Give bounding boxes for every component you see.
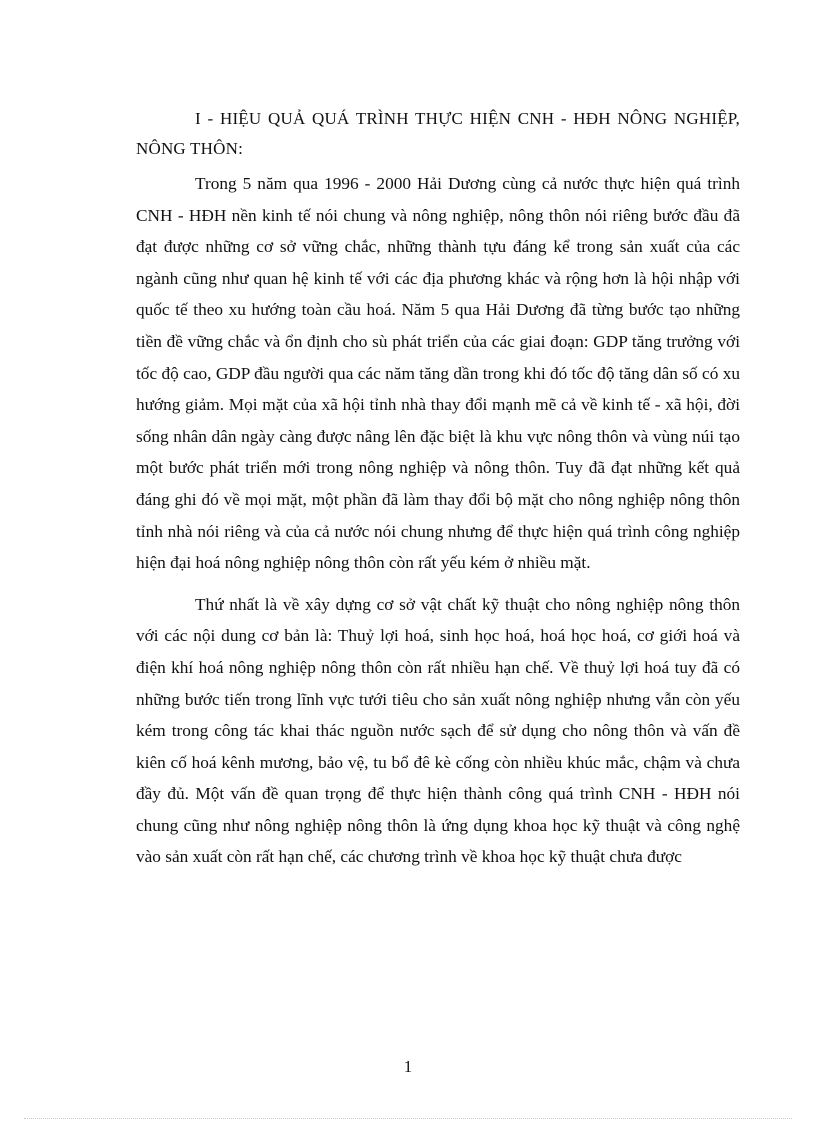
document-body	[136, 104, 740, 883]
page-number: 1	[403, 1057, 413, 1076]
paragraph-1: Trong 5 năm qua 1996 - 2000 Hải Dương cùng cả nước thực hiện quá trình CNH - HĐH nền kinh tế nói chung và nông nghiệp, nông thôn nói riêng bước đầu đã đạt được những cơ sở vững chắc, những thành tựu đáng kể trong sản xuất của các ngành cũng như quan hệ kinh tế với các địa phương khác và rộng hơn là hội nhập với quốc tế theo xu hướng toàn cầu hoá. Năm 5 qua Hải Dương đã từng bước tạo những tiền đề vững chắc và ổn định cho sù phát triển của các giai đoạn: GDP tăng trưởng với tốc độ cao, GDP đầu người qua các năm tăng dần trong khi đó tốc độ tăng dân số có xu hướng giảm. Mọi mặt của xã hội tỉnh nhà thay đổi mạnh mẽ cả về kinh tế - xã hội, đời sống nhân dân ngày càng được nâng lên đặc biệt là khu vực nông thôn và vùng núi tạo một bước phát triển mới trong nông nghiệp và nông thôn. Tuy đã đạt những kết quả đáng ghi đó về mọi mặt, một phần đã làm thay đổi bộ mặt cho nông nghiệp nông thôn tỉnh nhà nói riêng và của cả nước nói chung nhưng để thực hiện quá trình công nghiệp hiện đại hoá nông nghiệp nông thôn còn rất yếu kém ở nhiều mặt.	[136, 174, 740, 573]
footer-divider	[24, 1118, 792, 1119]
section-heading: I - HIỆU QUẢ QUÁ TRÌNH THỰC HIỆN CNH - HĐH NÔNG NGHIỆP, NÔNG THÔN:	[136, 109, 740, 158]
paragraph-2: Thứ nhất là về xây dựng cơ sở vật chất kỹ thuật cho nông nghiệp nông thôn với các nội dung cơ bản là: Thuỷ lợi hoá, sinh học hoá, hoá học hoá, cơ giới hoá và điện khí hoá nông nghiệp nông thôn còn rất nhiều hạn chế. Về thuỷ lợi hoá tuy đã có những bước tiến trong lĩnh vực tưới tiêu cho sản xuất nông nghiệp nhưng vẫn còn yếu kém trong công tác khai thác nguồn nước sạch để sử dụng cho nông thôn và vấn đề kiên cố hoá kênh mương, bảo vệ, tu bổ đê kè cống còn nhiều khúc mắc, chậm và chưa đầy đủ. Một vấn đề quan trọng để thực hiện thành công quá trình CNH - HĐH nói chung cũng như nông nghiệp nông thôn là ứng dụng khoa học kỹ thuật và công nghệ vào sản xuất còn rất hạn chế, các chương trình về khoa học kỹ thuật chưa được	[136, 594, 740, 867]
